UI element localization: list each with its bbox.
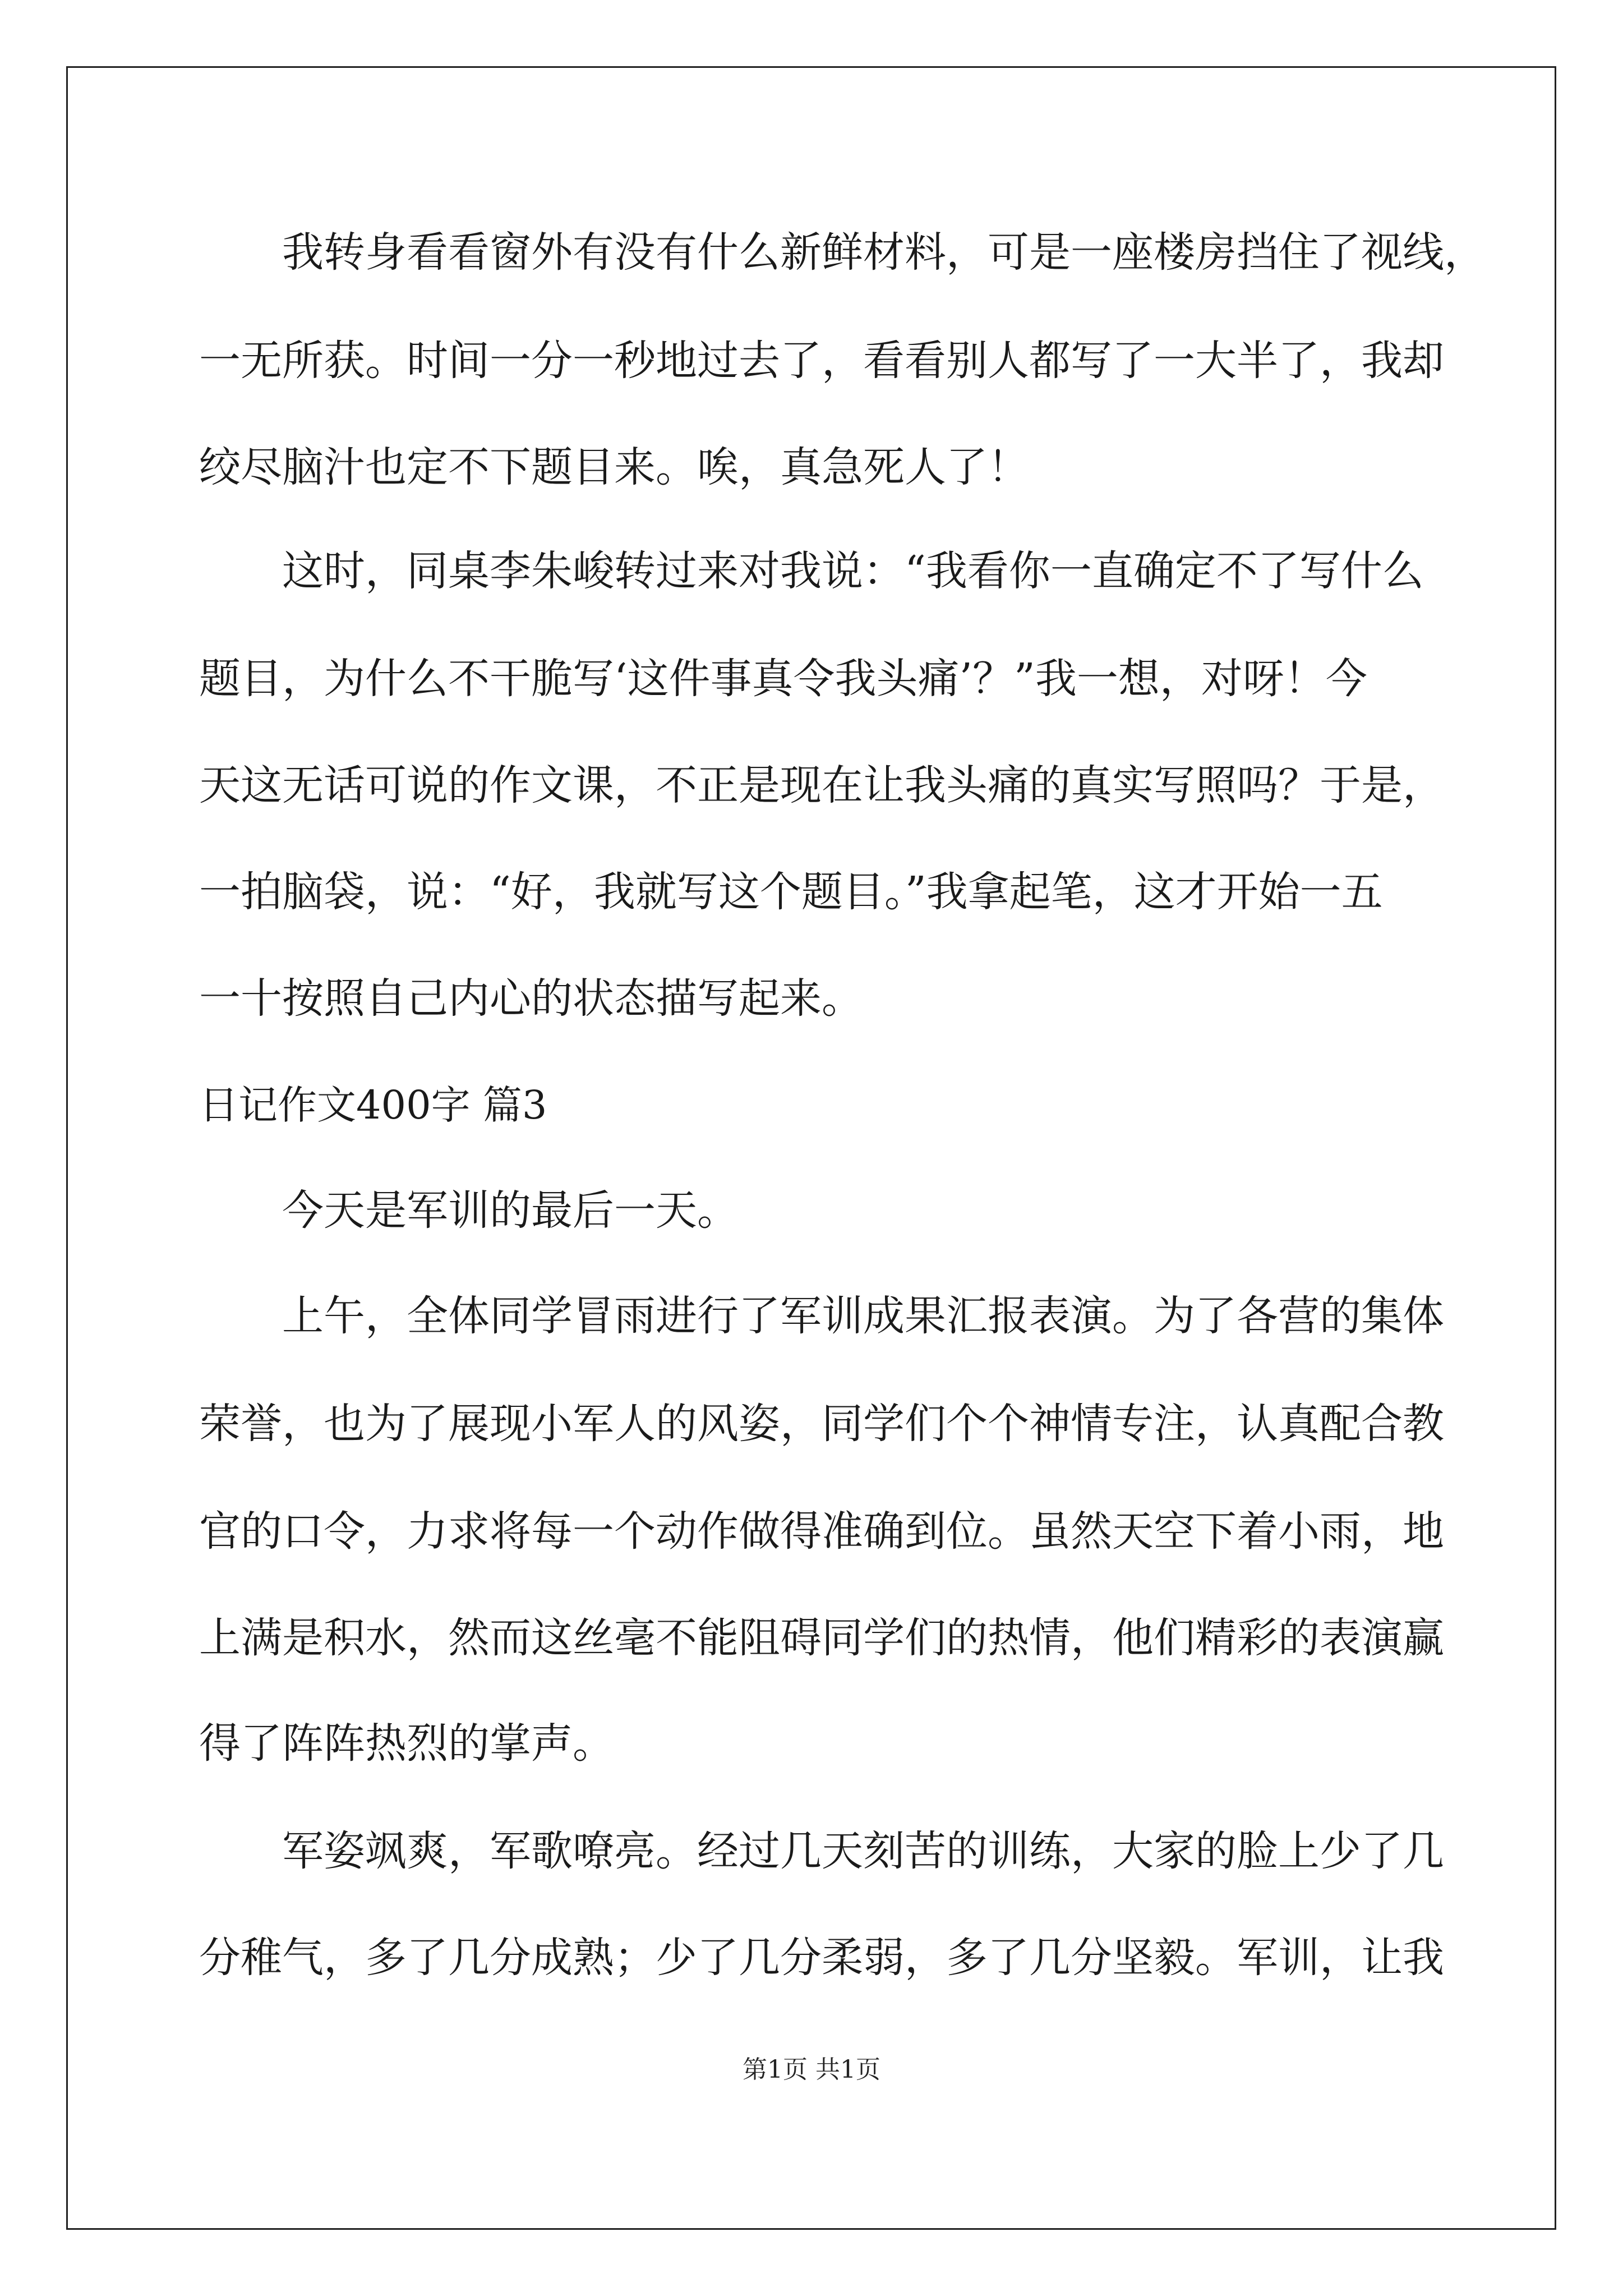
section-heading: 日记作文400字 篇3 — [199, 1082, 547, 1128]
paragraph-2-line-5: 一十按照自己内心的状态描写起来。 — [199, 974, 863, 1023]
paragraph-4-line-2: 荣誉，也为了展现小军人的风姿，同学们个个神情专注，认真配合教 — [199, 1400, 1444, 1448]
page-number-footer: 第1页 共1页 — [743, 2055, 880, 2084]
paragraph-2-line-3: 天这无话可说的作文课，不正是现在让我头痛的真实写照吗？于是， — [199, 761, 1444, 809]
paragraph-3-line-1: 今天是军训的最后一天。 — [282, 1186, 739, 1235]
paragraph-1-line-2: 一无所获。时间一分一秒地过去了，看看别人都写了一大半了，我却 — [199, 337, 1444, 385]
paragraph-5-line-1: 军姿飒爽，军歌嘹亮。经过几天刻苦的训练，大家的脸上少了几 — [282, 1827, 1444, 1875]
paragraph-4-line-5: 得了阵阵热烈的掌声。 — [199, 1719, 614, 1768]
paragraph-4-line-4: 上满是积水，然而这丝毫不能阻碍同学们的热情，他们精彩的表演赢 — [199, 1614, 1444, 1662]
paragraph-1-line-3: 绞尽脑汁也定不下题目来。唉，真急死人了！ — [199, 443, 1029, 491]
paragraph-2-line-1: 这时，同桌李朱峻转过来对我说：“我看你一直确定不了写什么 — [282, 547, 1424, 595]
paragraph-2-line-4: 一拍脑袋，说：“好，我就写这个题目。”我拿起笔，这才开始一五 — [199, 868, 1383, 916]
paragraph-2-line-2: 题目，为什么不干脆写‘这件事真令我头痛’？”我一想，对呀！今 — [199, 655, 1367, 703]
paragraph-4-line-3: 官的口令，力求将每一个动作做得准确到位。虽然天空下着小雨，地 — [199, 1507, 1444, 1556]
paragraph-1-line-1: 我转身看看窗外有没有什么新鲜材料，可是一座楼房挡住了视线， — [282, 228, 1486, 277]
paragraph-5-line-2: 分稚气，多了几分成熟；少了几分柔弱，多了几分坚毅。军训，让我 — [199, 1934, 1444, 1982]
paragraph-4-line-1: 上午，全体同学冒雨进行了军训成果汇报表演。为了各营的集体 — [282, 1292, 1444, 1340]
page-border — [66, 66, 1556, 2230]
